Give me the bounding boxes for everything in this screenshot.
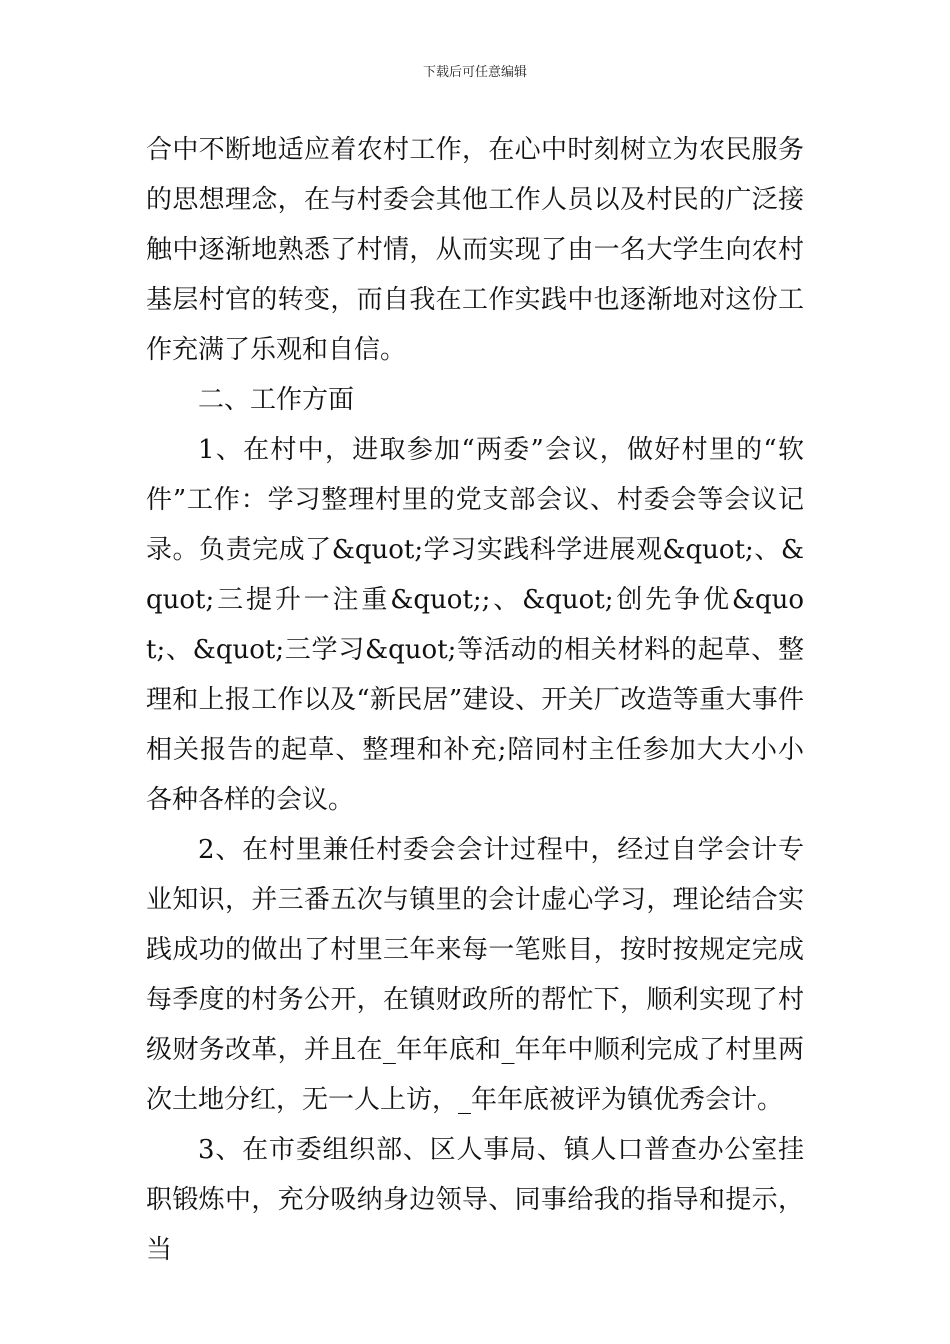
document-body — [146, 125, 804, 1275]
paragraph-item-2: 2、在村里兼任村委会会计过程中，经过自学会计专业知识，并三番五次与镇里的会计虚心学习，理论结合实践成功的做出了村里三年来每一笔账目，按时按规定完成每季度的村务公开，在镇财政所的帮忙下，顺利实现了村级财务改革，并且在_年年底和_年年中顺利完成了村里两次土地分红，无一人上访，_年年底被评为镇优秀会计。 — [146, 835, 804, 1115]
page-header: 下载后可任意编辑 — [422, 65, 527, 80]
paragraph-1: 合中不断地适应着农村工作，在心中时刻树立为农民服务的思想理念，在与村委会其他工作人员以及村民的广泛接触中逐渐地熟悉了村情，从而实现了由一名大学生向农村基层村官的转变，而自我在工作实践中也逐渐地对这份工作充满了乐观和自信。 — [146, 135, 804, 365]
section-heading-work: 二、工作方面 — [198, 385, 355, 415]
paragraph-item-3: 3、在市委组织部、区人事局、镇人口普查办公室挂职锻炼中，充分吸纳身边领导、同事给我的指导和提示，当 — [146, 1135, 804, 1265]
paragraph-item-1: 1、在村中，进取参加“两委”会议，做好村里的“软件”工作：学习整理村里的党支部会议、村委会等会议记录。负责完成了&quot;学习实践科学进展观&quot;、&quot;三提升一注重&quot;;、&quot;创先争优&quot;、&quot;三学习&quot;等活动的相关材料的起草、整理和上报工作以及“新民居”建设、开关厂改造等重大事件相关报告的起草、整理和补充;陪同村主任参加大大小小各种各样的会议。 — [146, 435, 804, 815]
